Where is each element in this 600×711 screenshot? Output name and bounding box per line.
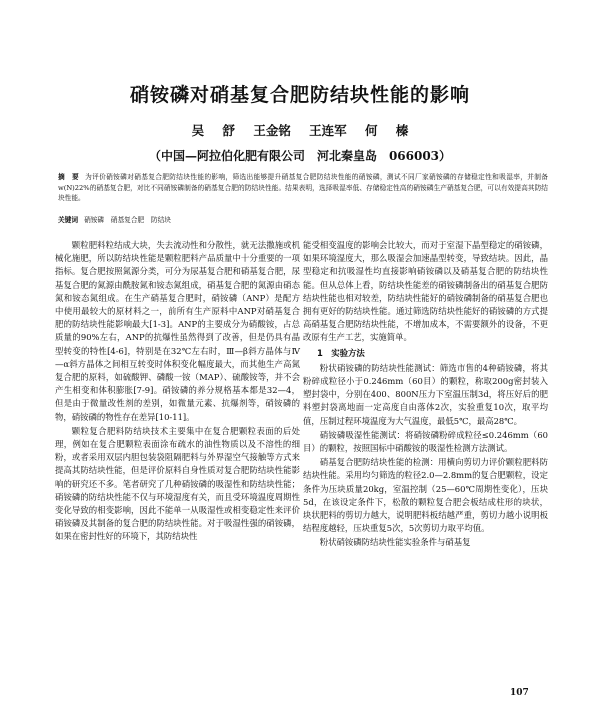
right-column bbox=[303, 239, 548, 551]
abstract-text: 为评价硝铵磷对硝基复合肥防结块性能的影响，筛选出能够提升硝基复合肥防结块性能的硝铵磷，测试不同厂家硝铵磷的存储稳定性和吸湿率，并制备w(N)22%的硝基复合肥，对比不同硝铵磷制备的硝基复合肥的防结块性能。结果表明，选择吸湿率低、存储稳定性高的硝铵磷生产硝基复合肥，可以有效提高其防结块性能。 bbox=[58, 173, 548, 203]
paper-title: 硝铵磷对硝基复合肥防结块性能的影响 bbox=[129, 84, 470, 106]
body-paragraph: 硝基复合肥防结块性能的检测：用横向剪切力评价颗粒肥料防结块性能。采用均匀筛选的粒径2.0—2.8mm的复合肥颗粒，设定条件为压块质量20kg，室温控制（25—60℃周期性变化），压块5d，在该设定条件下，松散的颗粒复合肥会板结成柱形的块状，块状肥料的剪切力越大，说明肥料板结越严重，剪切力越小说明板结程度越轻，压块重复5次，5次剪切力取平均值。 bbox=[303, 457, 548, 534]
abstract bbox=[58, 172, 548, 204]
body-paragraph: 粉状硝铵磷防结块性能实验条件与硝基复 bbox=[319, 537, 471, 548]
body-paragraph: 颗粒肥料粒结成大块，失去流动性和分散性，就无法撒施或机械化施肥，所以防结块性能是颗粒肥料产品质量中十分重要的一项指标。复合肥按照氮源分类，可分为尿基复合肥和硝基复合肥，尿基复合肥的氮源由酰胺氮和铵态氮组成，硝基复合肥的氮源由硝态氮和铵态氮组成。在生产硝基复合肥时，硝铵磷（ANP）是配方中使用最较大的原材料之一，前所有生产原料中ANP对硝基复合肥的防结块性能影响最大[1-3]。ANP的主要成分为硝酸铵，占总质量的90%左右，ANP的抗爆性虽然得到了改善，但是仍具有晶型转变的特性[4-6]，特别是在32℃左右时，Ⅲ—β斜方晶体与Ⅳ—α斜方晶体之间相互转变时体积变化幅度最大，而其他生产高氮复合肥的原料，如硫酸钾、磷酸一铵（MAP）、硫酸铵等，并不会产生相变和体积膨胀[7-9]。硝铵磷的养分规格基本都是32—4，但是由于微量改性剂的差别，如微量元素、抗爆剂等，硝铵磷的物，硝铵磷的物性存在差异[10-11]。 bbox=[55, 240, 300, 422]
body-paragraph: 粉状硝铵磷的防结块性能测试：筛选市售的4种硝铵磷，将其粉碎成粒径小于0.246mm（60目）的颗粒，称取200g密封装入塑封袋中，分别在400、800N压力下室温压制3d，将压好后的肥料塑封袋离地面一定高度自由落体2次，实验重复10次，取平均值，压制过程环境温度为大气温度，最低5℃，最高28℃。 bbox=[303, 362, 548, 426]
page-number: 107 bbox=[510, 688, 529, 698]
body-paragraph: 颗粒复合肥料防结块技术主要集中在复合肥颗粒表面的后处理，例如在复合肥颗粒表面涂布疏水的油性物质以及不溶性的细粉，或者采用双层内胆包装袋阻隔肥料与外界湿空气接触等方式来提高其防结块性能，但是评价原料自身性质对复合肥防结块性能影响的研究还不多。笔者研究了几种硝铵磷的吸湿性和防结块性能；硝铵磷的防结块性能不仅与环境湿度有关，而且受环境温度周期性变化导致的相变影响，因此不能单一从吸湿性或相变稳定性来评价硝铵磷及其制备的复合肥的防结块性能。对于吸湿性强的硝铵磷，如果在密封性好的环境下，其防结块性 bbox=[55, 425, 300, 542]
keywords-label: 关键词 bbox=[58, 216, 79, 224]
keywords bbox=[58, 215, 548, 225]
author-list: 吴 舒 王金铭 王连军 何 榛 bbox=[191, 123, 409, 138]
body-paragraph: 能受相变温度的影响会比较大，而对于室湿下晶型稳定的硝铵磷，如果环境湿度大，那么吸湿会加速晶型转变，导致结块。因此，晶型稳定和抗吸湿性均直接影响硝铵磷以及硝基复合肥的防结块性能。但从总体上看，防结块性能差的硝铵磷制备出的硝基复合肥防结块性能也相对较差，防结块性能好的硝铵磷制备的硝基复合肥也拥有更好的防结块性能。通过筛选防结块性能好的硝铵磷的方式提高硝基复合肥防结块性能，不增加成本，不需要额外的设备，不更改原有生产工艺，实施简单。 bbox=[303, 240, 548, 343]
abstract-label: 摘 要 bbox=[58, 173, 80, 181]
affiliation: （中国—阿拉伯化肥有限公司 河北秦皇岛 066003） bbox=[148, 149, 452, 163]
keywords-text: 硝铵磷 硝基复合肥 防结块 bbox=[84, 216, 171, 224]
left-column bbox=[55, 239, 300, 545]
body-paragraph: 硝铵磷吸湿性能测试：将硝铵磷粉碎成粒径≤0.246mm（60目）的颗粒，按照国标中硝酸铵的吸湿性检测方法测试。 bbox=[303, 429, 548, 454]
section-heading: 1 实验方法 bbox=[317, 347, 365, 358]
